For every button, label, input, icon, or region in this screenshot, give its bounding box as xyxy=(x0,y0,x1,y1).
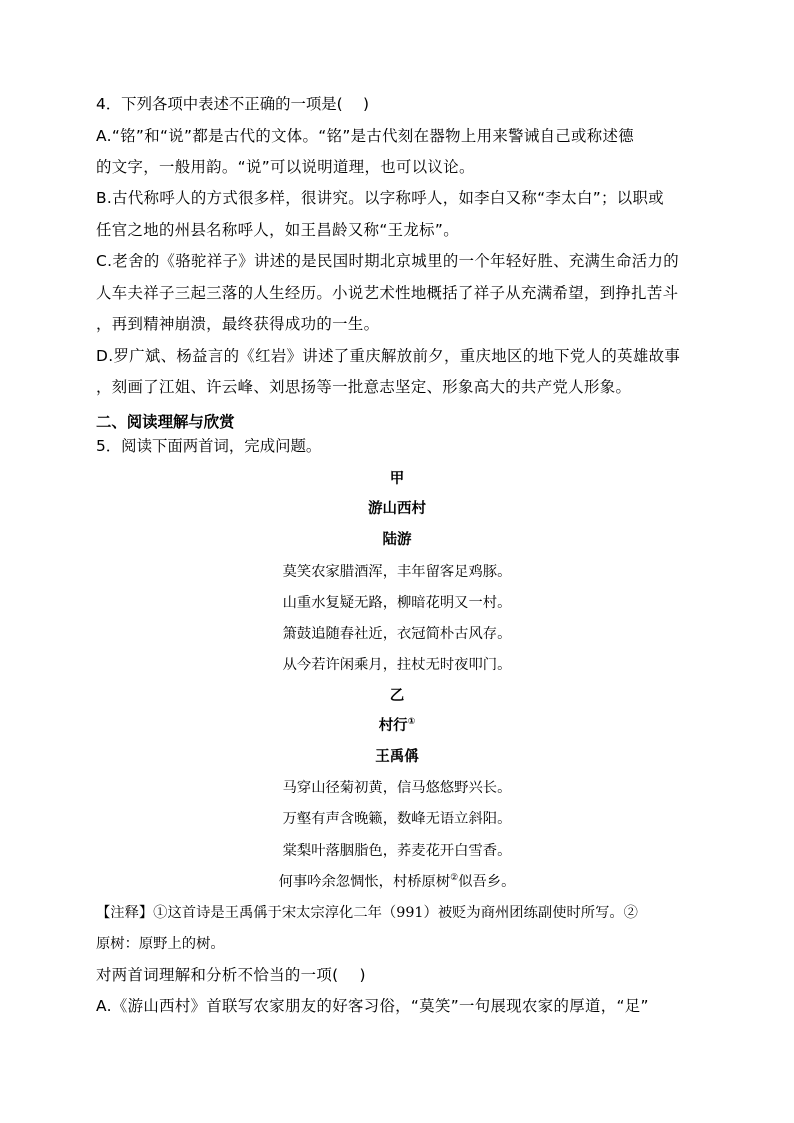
poem2-title: 村行 xyxy=(378,718,408,734)
poem2-title-row xyxy=(0,716,794,736)
poem2-line: 棠梨叶落胭脂色，荞麦花开白雪香。 xyxy=(282,843,512,859)
poem2-line: 马穿山径菊初黄，信马悠悠野兴长。 xyxy=(282,780,512,796)
question-4-stem: 4．下列各项中表述不正确的一项是( ) xyxy=(96,95,369,113)
poem2-author: 王禹偁 xyxy=(375,749,419,765)
poem1-line: 山重水复疑无路，柳暗花明又一村。 xyxy=(282,595,512,611)
poem1-line: 从今若许闲乘月，拄杖无时夜叩门。 xyxy=(282,657,512,673)
poem2-last-line-note-mark: ② xyxy=(450,873,459,883)
poem1-label: 甲 xyxy=(389,471,405,487)
q4-option-b-line2: 任官之地的州县名称呼人，如王昌龄又称“王龙标”。 xyxy=(96,221,459,239)
q5-option-a-line1: A.《游山西村》首联写农家朋友的好客习俗，“莫笑”一句展现农家的厚道，“足” xyxy=(96,997,649,1015)
section-heading: 二、阅读理解与欣赏 xyxy=(96,413,235,431)
question-5-stem: 5．阅读下面两首词，完成问题。 xyxy=(96,437,322,455)
note-line1: 【注释】①这首诗是王禹偁于宋太宗淳化二年（991）被贬为商州团练副使时所写。② xyxy=(96,905,638,921)
poem2-last-line-text-after: 似吾乡。 xyxy=(458,874,516,890)
poem1-title: 游山西村 xyxy=(368,501,426,517)
q4-option-b-line1: B.古代称呼人的方式很多样，很讲究。以字称呼人，如李白又称“李太白”；以职或 xyxy=(96,189,664,207)
q4-option-d-line1: D.罗广斌、杨益言的《红岩》讲述了重庆解放前夕，重庆地区的地下党人的英雄故事 xyxy=(96,347,681,365)
poem1-line: 箫鼓追随春社近，衣冠简朴古风存。 xyxy=(282,626,512,642)
poem2-last-line xyxy=(0,872,794,892)
q4-option-d-line2: ，刻画了江姐、许云峰、刘思扬等一批意志坚定、形象高大的共产党人形象。 xyxy=(96,378,632,396)
poem2-title-note-mark: ① xyxy=(407,717,416,727)
q4-option-c-line2: 人车夫祥子三起三落的人生经历。小说艺术性地概括了祥子从充满希望，到挣扎苦斗 xyxy=(96,284,679,302)
poem2-last-line-text-before: 何事吟余忽惆怅，村桥原树 xyxy=(278,874,451,890)
q4-option-c-line3: ，再到精神崩溃，最终获得成功的一生。 xyxy=(96,315,380,333)
poem1-line: 莫笑农家腊酒浑，丰年留客足鸡豚。 xyxy=(282,564,512,580)
q4-option-a-line1: A.“铭”和“说”都是古代的文体。“铭”是古代刻在器物上用来警诫自己或称述德 xyxy=(96,127,635,145)
q4-option-c-line1: C.老舍的《骆驼祥子》讲述的是民国时期北京城里的一个年轻好胜、充满生命活力的 xyxy=(96,252,680,270)
poem2-label: 乙 xyxy=(389,688,405,704)
q4-option-a-line2: 的文字，一般用韵。“说”可以说明道理，也可以议论。 xyxy=(96,158,475,176)
poem2-line: 万壑有声含晚籁，数峰无语立斜阳。 xyxy=(282,811,512,827)
question-5-prompt: 对两首词理解和分析不恰当的一项( ) xyxy=(96,966,366,984)
note-line2: 原树：原野上的树。 xyxy=(96,936,225,952)
poem1-author: 陆游 xyxy=(382,532,412,548)
